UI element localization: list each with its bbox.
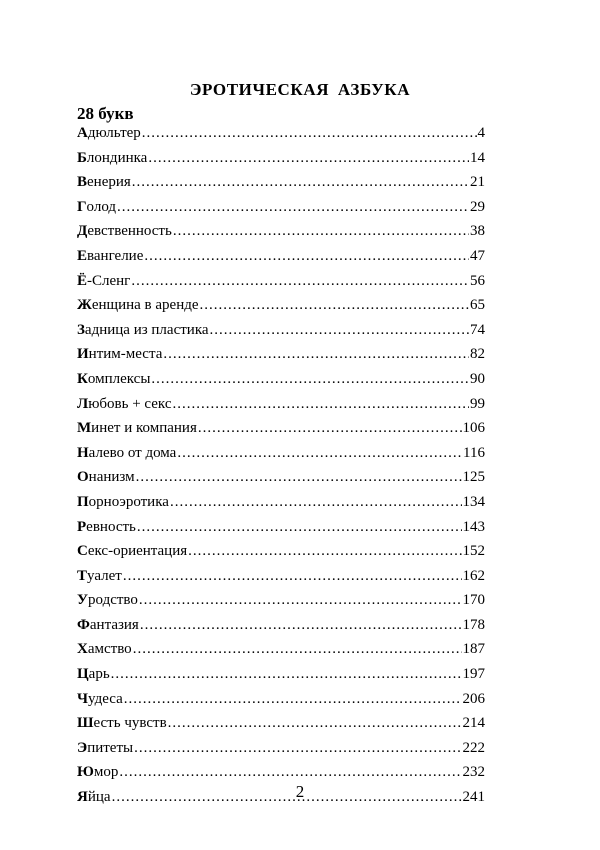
toc-entry [77, 121, 485, 146]
toc-entry-initial: А [77, 125, 88, 141]
dot-leader [151, 367, 469, 392]
toc-entry-initial: Д [77, 223, 88, 240]
toc-entry-title [77, 441, 176, 466]
toc-entry-page: 56 [470, 272, 485, 289]
toc-entry-title [77, 146, 147, 171]
dot-leader [172, 392, 469, 417]
toc-entry-initial: Е [77, 247, 88, 264]
dot-leader [133, 637, 462, 662]
toc-entry-page: 134 [462, 493, 485, 510]
page-title: ЭРОТИЧЕСКАЯ АЗБУКА [189, 80, 411, 99]
dot-leader [132, 170, 469, 195]
toc-entry-page: 82 [470, 346, 485, 363]
toc-entry [77, 588, 485, 613]
toc-entry-rest: мор [93, 764, 119, 781]
toc-entry-initial: Г [77, 198, 87, 215]
toc-entry-rest: удеса [88, 690, 123, 707]
toc-entry-page: 74 [470, 321, 485, 338]
toc-entry-rest: нтим-места [88, 346, 163, 363]
toc-entry [77, 687, 485, 712]
toc-entry-rest: евственность [87, 223, 172, 240]
toc-entry [77, 416, 485, 441]
toc-entry-rest: алево от дома [88, 444, 177, 461]
toc-entry-rest: омплексы [87, 370, 151, 387]
toc-entry-rest: юбовь + секс [88, 395, 172, 412]
toc-entry-rest: орноэротика [88, 493, 169, 510]
toc-entry-title [77, 687, 123, 712]
dot-leader [163, 342, 469, 367]
toc-entry-page: 197 [462, 666, 485, 683]
toc-entry-rest: уалет [87, 567, 122, 584]
toc-entry-page: 47 [470, 247, 485, 264]
dot-leader [134, 736, 461, 761]
toc-entry-rest: адница из пластика [84, 321, 209, 338]
toc-entry-title [77, 269, 130, 294]
toc-entry [77, 195, 485, 220]
dot-leader [168, 711, 462, 736]
dot-leader [198, 416, 462, 441]
toc-entry [77, 441, 485, 466]
toc-entry [77, 539, 485, 564]
toc-entry [77, 392, 485, 417]
toc-entry-page: 99 [470, 395, 485, 412]
dot-leader [188, 539, 461, 564]
dot-leader [123, 564, 462, 589]
dot-leader [142, 121, 477, 146]
toc-entry-initial: И [77, 346, 89, 363]
toc-entry-rest: нанизм [88, 469, 135, 486]
toc-entry-page: 116 [463, 444, 485, 461]
toc-entry-title [77, 392, 171, 417]
toc-entry-initial: Р [77, 518, 87, 535]
toc-entry-initial: В [77, 174, 88, 191]
toc-entry-page: 241 [462, 789, 485, 806]
toc-entry-title [77, 244, 143, 269]
dot-leader [144, 244, 469, 269]
toc-entry-initial: Ё [77, 272, 88, 289]
dot-leader [136, 465, 462, 490]
toc-entry [77, 711, 485, 736]
toc-entry [77, 662, 485, 687]
toc-entry-initial: С [77, 543, 88, 560]
toc-entry-page: 152 [462, 543, 485, 560]
toc-entry-initial: К [77, 370, 88, 387]
toc-entry [77, 490, 485, 515]
toc-entry-rest: -Сленг [87, 272, 131, 289]
toc-entry [77, 465, 485, 490]
toc-entry-title [77, 662, 110, 687]
toc-entry-page: 178 [462, 616, 485, 633]
toc-entry [77, 736, 485, 761]
page-number: 2 [295, 782, 305, 801]
dot-leader [170, 490, 462, 515]
dot-leader [173, 219, 469, 244]
toc-entry-title [77, 515, 136, 540]
toc-entry-rest: арь [88, 666, 110, 683]
toc-entry-title [77, 637, 132, 662]
toc-entry-rest: амство [87, 641, 132, 658]
toc-entry-rest: олод [86, 198, 117, 215]
toc-entry-initial: Э [77, 739, 88, 756]
toc-entry-title [77, 711, 167, 736]
toc-entry [77, 367, 485, 392]
toc-entry-title [77, 318, 209, 343]
toc-entry-initial: Ц [77, 666, 89, 683]
toc-entry-page: 214 [462, 715, 485, 732]
toc-entry-title [77, 736, 133, 761]
toc-entry-title [77, 342, 162, 367]
toc-entry-initial: Х [77, 641, 88, 658]
toc-entry-title [77, 588, 138, 613]
toc-entry [77, 269, 485, 294]
toc-entry-page: 38 [470, 223, 485, 240]
toc-entry-page: 162 [462, 567, 485, 584]
toc-entry [77, 564, 485, 589]
toc-entry-title [77, 539, 187, 564]
toc-entry-page: 14 [470, 149, 485, 166]
toc-entry-title [77, 490, 169, 515]
toc-entry-initial: Ф [77, 616, 90, 633]
toc-entry-page: 187 [462, 641, 485, 658]
toc-entry-initial: Ш [77, 715, 94, 732]
dot-leader [139, 588, 462, 613]
toc-entry-page: 106 [462, 420, 485, 437]
section-subtitle: 28 букв [77, 104, 134, 123]
toc-entry-page: 4 [477, 125, 485, 141]
toc-entry-rest: антазия [89, 616, 139, 633]
toc-entry-rest: родство [88, 592, 138, 609]
toc-entry-initial: У [77, 592, 89, 609]
toc-entry-initial: Л [77, 395, 89, 412]
toc-entry [77, 244, 485, 269]
toc-entry-page: 65 [470, 297, 485, 314]
toc-entry-rest: питеты [87, 739, 134, 756]
toc-entry-rest: йца [87, 789, 111, 806]
toc-entry [77, 515, 485, 540]
toc-entry-initial: О [77, 469, 89, 486]
toc-entry [77, 293, 485, 318]
toc-entry-rest: дюльтер [87, 125, 141, 141]
toc-entry [77, 637, 485, 662]
dot-leader [131, 269, 469, 294]
toc-entry-title [77, 121, 141, 146]
table-of-contents [77, 121, 485, 810]
toc-entry-rest: инет и компания [91, 420, 197, 437]
toc-entry-title [77, 367, 150, 392]
dot-leader [124, 687, 462, 712]
toc-entry-rest: енерия [87, 174, 131, 191]
dot-leader [210, 318, 469, 343]
toc-entry-page: 170 [462, 592, 485, 609]
toc-entry-initial: Н [77, 444, 89, 461]
dot-leader [177, 441, 462, 466]
toc-entry-title [77, 195, 116, 220]
toc-entry [77, 146, 485, 171]
toc-entry-rest: екс-ориентация [87, 543, 188, 560]
toc-entry-rest: енщина в аренде [91, 297, 199, 314]
toc-entry-initial: Б [77, 149, 87, 166]
toc-entry-initial: Ю [77, 764, 94, 781]
dot-leader [111, 662, 462, 687]
dot-leader [200, 293, 469, 318]
toc-entry-initial: Т [77, 567, 88, 584]
toc-entry-page: 90 [470, 370, 485, 387]
dot-leader [117, 195, 469, 220]
toc-entry-page: 143 [462, 518, 485, 535]
toc-entry [77, 219, 485, 244]
toc-entry-initial: З [77, 321, 85, 338]
toc-entry-page: 222 [462, 739, 485, 756]
toc-entry-rest: лондинка [86, 149, 148, 166]
toc-entry-title [77, 564, 122, 589]
toc-entry [77, 318, 485, 343]
toc-entry-page: 21 [470, 174, 485, 191]
dot-leader [140, 613, 462, 638]
toc-entry-rest: евность [86, 518, 136, 535]
toc-entry [77, 342, 485, 367]
toc-entry-page: 206 [462, 690, 485, 707]
toc-entry-rest: есть чувств [93, 715, 167, 732]
toc-entry-initial: П [77, 493, 89, 510]
toc-entry-initial: Я [77, 789, 88, 806]
toc-entry-page: 125 [462, 469, 485, 486]
toc-entry-title [77, 170, 131, 195]
toc-entry-initial: Ч [77, 690, 89, 707]
toc-entry-page: 232 [462, 764, 485, 781]
toc-entry-title [77, 416, 197, 441]
toc-entry [77, 170, 485, 195]
toc-entry-title [77, 219, 172, 244]
toc-entry-title [77, 465, 135, 490]
toc-entry-title [77, 613, 139, 638]
toc-entry [77, 613, 485, 638]
toc-entry-initial: М [77, 420, 92, 437]
toc-entry-title [77, 293, 199, 318]
toc-entry-initial: Ж [77, 297, 92, 314]
toc-entry-page: 29 [470, 198, 485, 215]
dot-leader [148, 146, 469, 171]
toc-entry-rest: вангелие [87, 247, 144, 264]
dot-leader [137, 515, 462, 540]
